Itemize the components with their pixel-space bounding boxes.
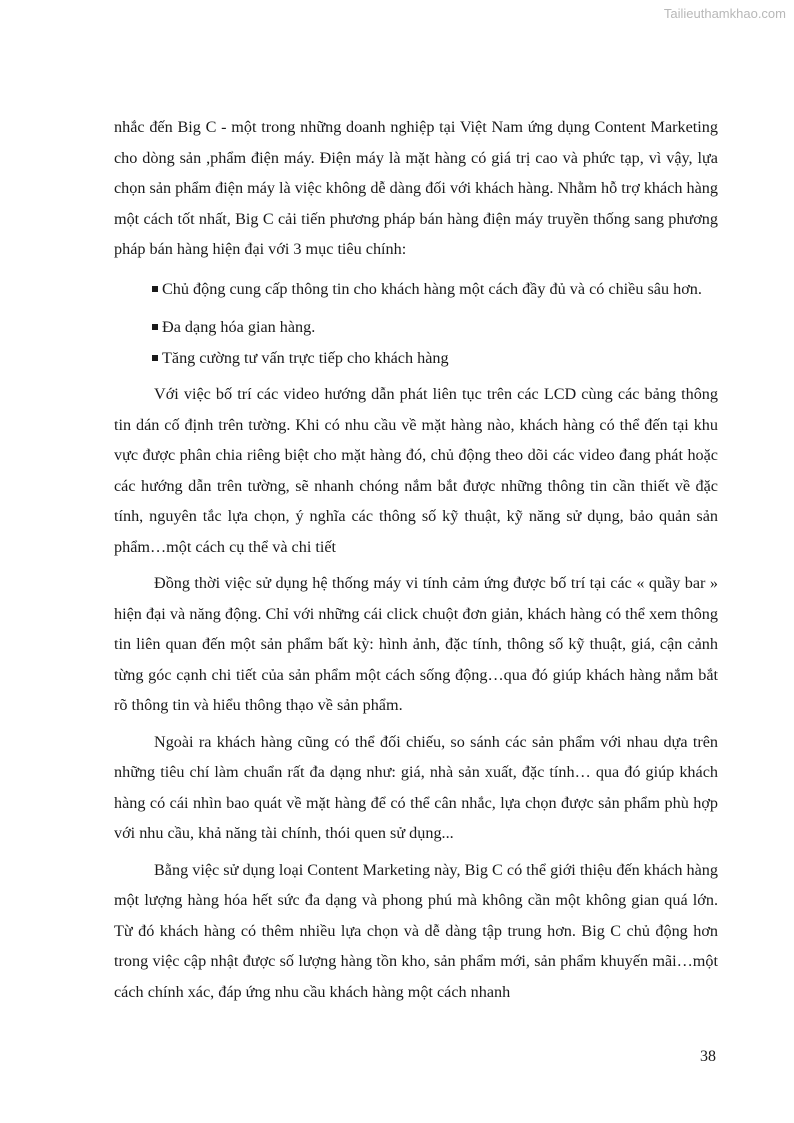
square-bullet-icon bbox=[152, 324, 158, 330]
list-item bbox=[152, 343, 718, 374]
list-item bbox=[152, 274, 718, 305]
objectives-list bbox=[114, 274, 718, 374]
list-item-text: Tăng cường tư vấn trực tiếp cho khách hàng bbox=[162, 348, 449, 367]
page-number: 38 bbox=[700, 1048, 716, 1065]
paragraph-benefits: Bằng việc sử dụng loại Content Marketing này, Big C có thể giới thiệu đến khách hàng một lượng hàng hóa hết sức đa dạng và phong phú mà không cần một không gian quá lớn. Từ đó khách hàng có thêm nhiều lựa chọn và dễ dàng tập trung hơn. Big C chủ động hơn trong việc cập nhật được số lượng hàng tồn kho, sản phẩm mới, sản phẩm khuyến mãi…một cách chính xác, đáp ứng nhu cầu khách hàng một cách nhanh bbox=[114, 860, 718, 1001]
list-item-text: Chủ động cung cấp thông tin cho khách hàng một cách đầy đủ và có chiều sâu hơn. bbox=[162, 279, 702, 298]
document-body bbox=[114, 112, 718, 1007]
square-bullet-icon bbox=[152, 355, 158, 361]
list-item-text: Đa dạng hóa gian hàng. bbox=[162, 318, 316, 336]
list-item bbox=[152, 312, 718, 343]
paragraph-intro: nhắc đến Big C - một trong những doanh nghiệp tại Việt Nam ứng dụng Content Marketing cho dòng sản ,phẩm điện máy. Điện máy là mặt hàng có giá trị cao và phức tạp, vì vậy, lựa chọn sản phẩm điện máy là việc không dễ dàng đối với khách hàng. Nhằm hỗ trợ khách hàng một cách tốt nhất, Big C cải tiến phương pháp bán hàng điện máy truyền thống sang phương pháp bán hàng hiện đại với 3 mục tiêu chính: bbox=[114, 118, 718, 258]
paragraph-touchscreen: Đồng thời việc sử dụng hệ thống máy vi tính cảm ứng được bố trí tại các « quầy bar » hiện đại và năng động. Chỉ với những cái click chuột đơn giản, khách hàng có thể xem thông tin liên quan đến một sản phẩm bất kỳ: hình ảnh, đặc tính, thông số kỹ thuật, giá, cận cảnh từng góc cạnh chi tiết của sản phẩm một cách sống động…qua đó giúp khách hàng nắm bắt rõ thông tin và hiểu thông thạo về sản phẩm. bbox=[114, 574, 718, 714]
paragraph-video: Với việc bố trí các video hướng dẫn phát liên tục trên các LCD cùng các bảng thông tin dán cố định trên tường. Khi có nhu cầu về mặt hàng nào, khách hàng có thể đến tại khu vực được phân chia riêng biệt cho mặt hàng đó, chủ động theo dõi các video đang phát hoặc các hướng dẫn trên tường, sẽ nhanh chóng nắm bắt được những thông tin cần thiết về đặc tính, nguyên tắc lựa chọn, ý nghĩa các thông số kỹ thuật, kỹ năng sử dụng, bảo quản sản phẩm…một cách cụ thể và chi tiết bbox=[114, 385, 718, 556]
square-bullet-icon bbox=[152, 286, 158, 292]
watermark: Tailieuthamkhao.com bbox=[663, 6, 786, 21]
paragraph-compare: Ngoài ra khách hàng cũng có thể đối chiếu, so sánh các sản phẩm với nhau dựa trên những tiêu chí làm chuẩn rất đa dạng như: giá, nhà sản xuất, đặc tính… qua đó giúp khách hàng có cái nhìn bao quát về mặt hàng để có thể cân nhắc, lựa chọn được sản phẩm phù hợp với nhu cầu, khả năng tài chính, thói quen sử dụng... bbox=[114, 732, 718, 842]
